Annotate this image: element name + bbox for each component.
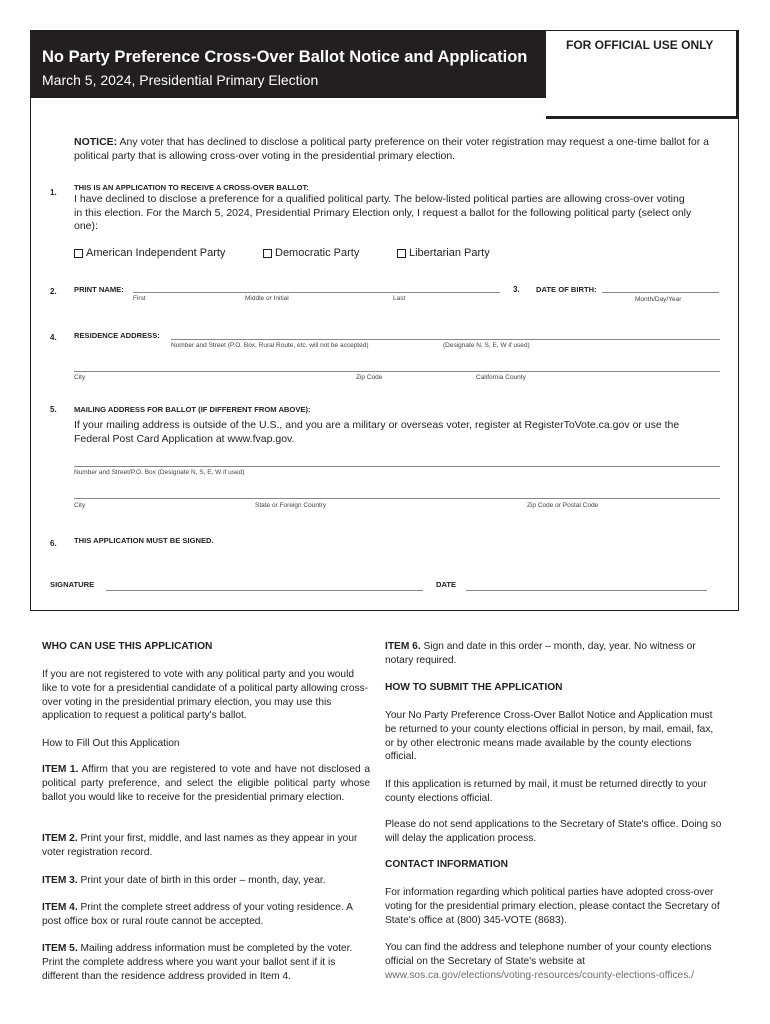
option-american-independent[interactable]	[74, 247, 225, 259]
mailing-street-caption: Number and Street/P.O. Box (Designate N, S, E, W if used)	[74, 469, 245, 476]
middle-name-caption: Middle or Initial	[245, 295, 289, 302]
contact-paragraph-1: For information regarding which political parties have adopted cross-over voting for the presidential primary election, please contact the Secretary of State's office at (800) 345-VOTE (8683).	[385, 887, 720, 926]
contact-text: You can find the address and telephone number of your county elections official on the Secretary of State's website at	[385, 942, 712, 967]
mailing-city-caption: City	[74, 502, 86, 509]
how-to-fill-heading: How to Fill Out this Application	[42, 738, 180, 749]
item1-heading: THIS IS AN APPLICATION TO RECEIVE A CROSS-OVER BALLOT:	[74, 183, 309, 192]
page-title: No Party Preference Cross-Over Ballot Notice and Application	[42, 48, 528, 66]
instruction-item-label: ITEM 3.	[42, 875, 78, 886]
instruction-item-text: Sign and date in this order – month, day, year. No witness or notary required.	[385, 641, 696, 666]
checkbox[interactable]	[397, 249, 406, 258]
official-use-box	[546, 30, 739, 119]
signature-field[interactable]	[106, 590, 423, 591]
mailing-text: If your mailing address is outside of the U.S., and you are a military or overseas voter, register at RegisterToVote.ca.gov or use the Federal Post Card Application at www.fvap.gov.	[74, 419, 680, 445]
item6-number: 6.	[50, 539, 57, 548]
residence-designate-caption: (Designate N, S, E, W if used)	[443, 342, 530, 349]
instruction-item-label: ITEM 2.	[42, 833, 78, 844]
mailing-state-caption: State or Foreign Country	[255, 502, 327, 509]
submit-paragraph-2: If this application is returned by mail, it must be returned directly to your county elections official.	[385, 779, 707, 804]
item5-number: 5.	[50, 405, 57, 414]
option-libertarian[interactable]	[397, 247, 490, 259]
county-offices-link[interactable]: www.sos.ca.gov/elections/voting-resources/county-elections-offices./	[385, 969, 694, 981]
checkbox[interactable]	[263, 249, 272, 258]
dob-caption: Month/Day/Year	[635, 296, 682, 303]
residence-zip-caption: Zip Code	[356, 374, 383, 381]
option-label: Libertarian Party	[409, 247, 490, 259]
instruction-item-2	[42, 832, 370, 860]
notice	[74, 136, 714, 163]
date-field[interactable]	[466, 590, 707, 591]
instruction-item-text: Print the complete street address of your voting residence. A post office box or rural route cannot be accepted.	[42, 902, 353, 927]
submit-paragraph-3: Please do not send applications to the Secretary of State's office. Doing so will delay the application process.	[385, 819, 722, 844]
signature-label: SIGNATURE	[50, 580, 95, 589]
instruction-item-label: ITEM 6.	[385, 641, 421, 652]
official-use-label: FOR OFFICIAL USE ONLY	[566, 38, 714, 52]
print-name-label: PRINT NAME:	[74, 285, 124, 294]
who-can-use-text: If you are not registered to vote with any political party and you would like to vote for a presidential candidate of a political party allowing cross-over voting in the presidential primary election, you may use this application to request a political party's ballot.	[42, 669, 369, 722]
residence-street-caption: Number and Street (P.O. Box, Rural Route, etc. will not be accepted)	[171, 342, 369, 349]
dob-field[interactable]	[602, 292, 719, 293]
residence-city-field[interactable]	[74, 371, 720, 372]
instruction-item-text: Print your date of birth in this order – month, day, year.	[80, 875, 326, 886]
checkbox[interactable]	[74, 249, 83, 258]
instruction-item-label: ITEM 1.	[42, 764, 79, 775]
submit-paragraph-1: Your No Party Preference Cross-Over Ballot Notice and Application must be returned to your county elections official in person, by mail, email, fax, or by other electronic means made available by the county elections official.	[385, 710, 714, 763]
notice-text: Any voter that has declined to disclose a political party preference on their voter registration may request a one-time ballot for a political party that is allowing cross-over voting in the presidential primary election.	[74, 136, 709, 162]
instruction-item-4	[42, 901, 370, 929]
notice-label: NOTICE:	[74, 136, 118, 148]
instruction-item-text: Mailing address information must be completed by the voter. Print the complete address where you want your ballot sent if it is different than the residence address provided in Item 4.	[42, 943, 353, 982]
residence-county-caption: California County	[476, 374, 526, 381]
last-name-caption: Last	[393, 295, 406, 302]
instructions-left	[42, 640, 370, 990]
instruction-item-text: Affirm that you are registered to vote and have not disclosed a political party preference, and select the eligible political party whose ballot you would like to receive for the presidential primary election.	[42, 764, 370, 803]
residence-street-field[interactable]	[171, 339, 720, 340]
mailing-street-field[interactable]	[74, 466, 720, 467]
page-subtitle: March 5, 2024, Presidential Primary Election	[42, 72, 319, 88]
mailing-label: MAILING ADDRESS FOR BALLOT (IF DIFFERENT FROM ABOVE):	[74, 405, 311, 414]
contact-heading: CONTACT INFORMATION	[385, 859, 508, 870]
instruction-item-label: ITEM 5.	[42, 943, 78, 954]
mailing-city-field[interactable]	[74, 498, 720, 499]
dob-label: DATE OF BIRTH:	[536, 285, 597, 294]
first-name-caption: First	[133, 295, 146, 302]
item1-text: I have declined to disclose a preference for a qualified political party. The below-listed political parties are allowing cross-over voting in this election. For the March 5, 2024, Presidential Primary Election only, I request a ballot for the following political party (select only one):	[74, 193, 692, 232]
title-bar	[30, 30, 546, 98]
date-label: DATE	[436, 580, 457, 589]
item3-number: 3.	[513, 285, 520, 294]
item1-number: 1.	[50, 188, 57, 197]
residence-city-caption: City	[74, 374, 86, 381]
residence-label: RESIDENCE ADDRESS:	[74, 331, 160, 340]
option-label: Democratic Party	[275, 247, 360, 259]
contact-paragraph-2	[385, 941, 723, 982]
instruction-item-1	[42, 763, 370, 804]
instruction-item-6	[385, 640, 723, 668]
option-label: American Independent Party	[86, 247, 226, 259]
instruction-item-3	[42, 874, 370, 888]
option-democratic[interactable]	[263, 247, 359, 259]
instruction-item-5	[42, 942, 370, 983]
instruction-item-text: Print your first, middle, and last names as they appear in your voter registration record.	[42, 833, 358, 858]
mailing-zip-caption: Zip Code or Postal Code	[527, 502, 599, 509]
item2-number: 2.	[50, 287, 57, 296]
print-name-field[interactable]	[133, 292, 500, 293]
who-can-use-heading: WHO CAN USE THIS APPLICATION	[42, 641, 213, 652]
instructions-right	[385, 640, 723, 1010]
item4-number: 4.	[50, 333, 57, 342]
how-to-submit-heading: HOW TO SUBMIT THE APPLICATION	[385, 682, 563, 693]
must-sign-label: THIS APPLICATION MUST BE SIGNED.	[74, 536, 214, 545]
instruction-item-label: ITEM 4.	[42, 902, 78, 913]
